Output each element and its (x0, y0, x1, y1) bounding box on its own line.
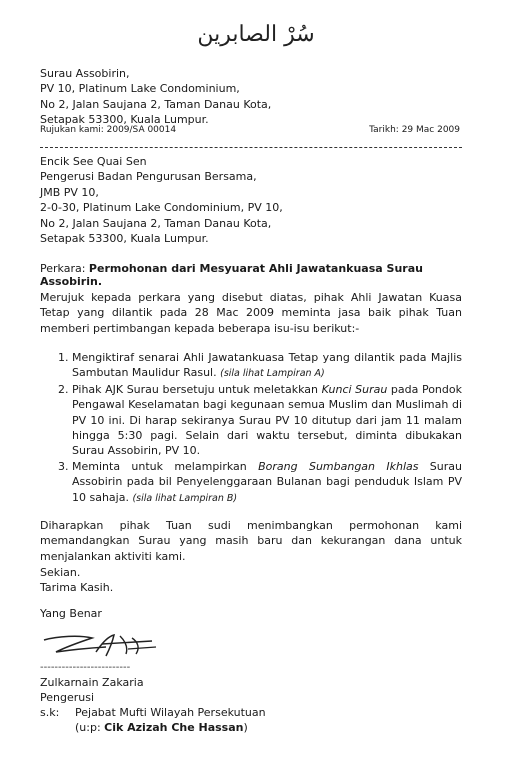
signer-name: Zulkarnain Zakaria (40, 676, 144, 689)
reference-number: Rujukan kami: 2009/SA 00014 (40, 125, 177, 135)
recipient-line: Encik See Quai Sen (40, 155, 147, 168)
subject-line (40, 262, 480, 288)
item-text: Surau Assobirin pada bil Penyelenggaraan Bulanan bagi penduduk Islam PV 10 sahaja. (72, 459, 462, 504)
signature-rule: ------------------------- (40, 662, 131, 673)
recipient-line: Pengerusi Badan Pengurusan Bersama, (40, 170, 257, 184)
signer-block (40, 675, 144, 706)
sender-line: Surau Assobirin, (40, 67, 130, 80)
cc-label: s.k: (40, 706, 60, 719)
cc-attention (75, 720, 248, 735)
recipient-address (40, 154, 283, 246)
list-item (40, 459, 462, 506)
cc-attention-prefix: (u:p: (75, 721, 105, 734)
item-number: 2. (58, 382, 69, 396)
recipient-line: Setapak 53300, Kuala Lumpur. (40, 232, 209, 246)
item-emphasis: Borang Sumbangan Ikhlas (258, 459, 419, 473)
list-item (40, 350, 462, 382)
cc-attention-name: Cik Azizah Che Hassan (104, 721, 244, 734)
cc-recipient: Pejabat Mufti Wilayah Persekutuan (75, 706, 266, 719)
item-emphasis: Kunci Surau (321, 382, 388, 396)
item-note: (sila lihat Lampiran A) (220, 368, 325, 380)
item-note: (sila lihat Lampiran B) (132, 492, 238, 504)
closing-line: Tarima Kasih. (40, 581, 114, 595)
signer-title: Pengerusi (40, 691, 95, 705)
request-list (40, 350, 462, 506)
item-text: pada Pondok Pengawal Keselamatan bagi kegunaan semua Muslim dan Muslimah di PV 10 ini. Di harap sekiranya Surau PV 10 ditutup dari jam 11 malam hingga 5:30 pagi. Selain dari waktu tersebut, diminta dibukakan Surau Assobirin, PV 10. (72, 382, 462, 458)
sender-line: No 2, Jalan Saujana 2, Taman Danau Kota, (40, 97, 272, 111)
divider (40, 147, 462, 148)
yours-line: Yang Benar (40, 607, 102, 620)
reference-line (40, 125, 460, 135)
item-text: Pihak AJK Surau bersetuju untuk meletakkan (72, 382, 322, 396)
letter-date: Tarikh: 29 Mac 2009 (369, 125, 460, 135)
item-number: 3. (58, 459, 69, 473)
arabic-letterhead: سُرْ الصابرين (197, 22, 315, 47)
sender-line: PV 10, Platinum Lake Condominium, (40, 82, 240, 96)
recipient-line: No 2, Jalan Saujana 2, Taman Danau Kota, (40, 216, 272, 230)
cc-attention-suffix: ) (243, 721, 248, 734)
item-text: Meminta untuk melampirkan (72, 459, 259, 473)
list-item (40, 382, 462, 459)
closing-salutation (40, 565, 113, 596)
sender-address (40, 66, 271, 128)
handwritten-signature (40, 630, 170, 660)
item-text: Mengiktiraf senarai Ahli Jawatankuasa Tetap yang dilantik pada Majlis Sambutan Maulidur Rasul. (72, 351, 462, 380)
intro-paragraph: Merujuk kepada perkara yang disebut diatas, pihak Ahli Jawatan Kuasa Tetap yang dilantik pada 28 Mac 2009 meminta jasa baik pihak Tuan memberi pertimbangan kepada beberapa isu-isu berikut:- (40, 291, 462, 335)
subject-text: Permohonan dari Mesyuarat Ahli Jawatankuasa Surau Assobirin. (40, 262, 423, 288)
closing-line: Sekian. (40, 566, 81, 579)
item-number: 1. (58, 351, 69, 364)
closing-paragraph: Diharapkan pihak Tuan sudi menimbangkan permohonan kami memandangkan Surau yang masih baru dan kekurangan dana untuk menjalankan aktiviti kami. (40, 519, 462, 563)
sender-line: Setapak 53300, Kuala Lumpur. (40, 113, 209, 127)
recipient-line: 2-0-30, Platinum Lake Condominium, PV 10, (40, 201, 283, 215)
recipient-line: JMB PV 10, (40, 185, 99, 199)
subject-label: Perkara: (40, 262, 86, 275)
